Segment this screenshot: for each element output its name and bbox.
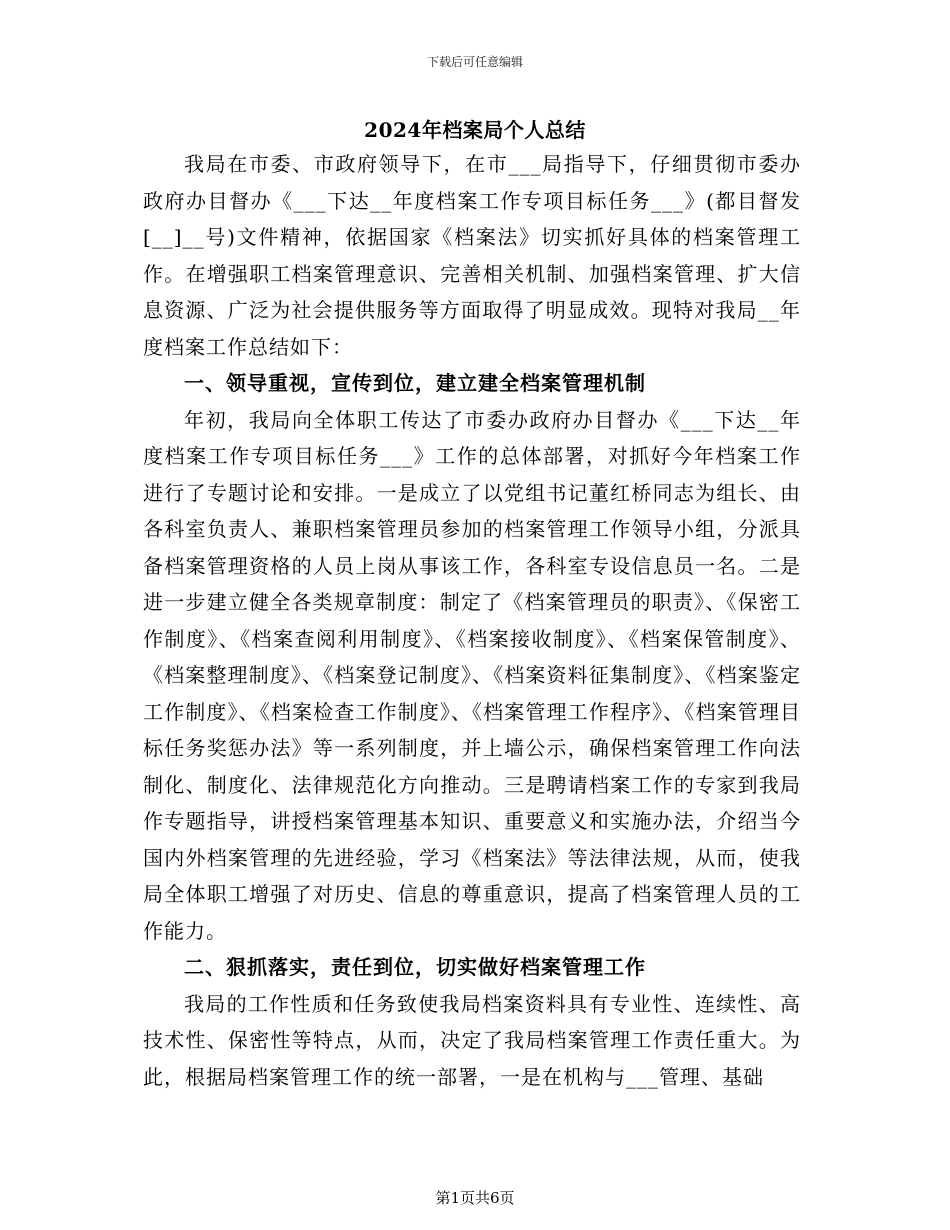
document-body (143, 146, 801, 1095)
document-title: 2024年档案局个人总结 (364, 118, 586, 142)
page-number: 第1页共6页 (435, 1189, 515, 1207)
section-2-heading: 二、狠抓落实，责任到位，切实做好档案管理工作 (184, 955, 646, 979)
intro-paragraph: 我局在市委、市政府领导下，在市___局指导下，仔细贯彻市委办政府办目督办《___下达__年度档案工作专项目标任务___》(都目督发[__]__号)文件精神，依据国家《档案法》切实抓好具体的档案管理工作。在增强职工档案管理意识、完善相关机制、加强档案管理、扩大信息资源、广泛为社会提供服务等方面取得了明显成效。现特对我局__年度档案工作总结如下： (143, 152, 801, 359)
section-1-paragraph: 年初，我局向全体职工传达了市委办政府办目督办《___下达__年度档案工作专项目标任务___》工作的总体部署，对抓好今年档案工作进行了专题讨论和安排。一是成立了以党组书记董红桥同志为组长、由各科室负责人、兼职档案管理员参加的档案管理工作领导小组，分派具备档案管理资格的人员上岗从事该工作，各科室专设信息员一名。二是进一步建立健全各类规章制度：制定了《档案管理员的职责》、《保密工作制度》、《档案查阅利用制度》、《档案接收制度》、《档案保管制度》、《档案整理制度》、《档案登记制度》、《档案资料征集制度》、《档案鉴定工作制度》、《档案检查工作制度》、《档案管理工作程序》、《档案管理目标任务奖惩办法》等一系列制度，并上墙公示，确保档案管理工作向法制化、制度化、法律规范化方向推动。三是聘请档案工作的专家到我局作专题指导，讲授档案管理基本知识、重要意义和实施办法，介绍当今国内外档案管理的先进经验，学习《档案法》等法律法规，从而，使我局全体职工增强了对历史、信息的尊重意识，提高了档案管理人员的工作能力。 (143, 407, 801, 943)
section-2-paragraph: 我局的工作性质和任务致使我局档案资料具有专业性、连续性、高技术性、保密性等特点，从而，决定了我局档案管理工作责任重大。为此，根据局档案管理工作的统一部署，一是在机构与___管理、基础 (143, 991, 801, 1089)
section-1-heading: 一、领导重视，宣传到位，建立建全档案管理机制 (184, 371, 646, 395)
header-note: 下载后可任意编辑 (426, 55, 523, 69)
